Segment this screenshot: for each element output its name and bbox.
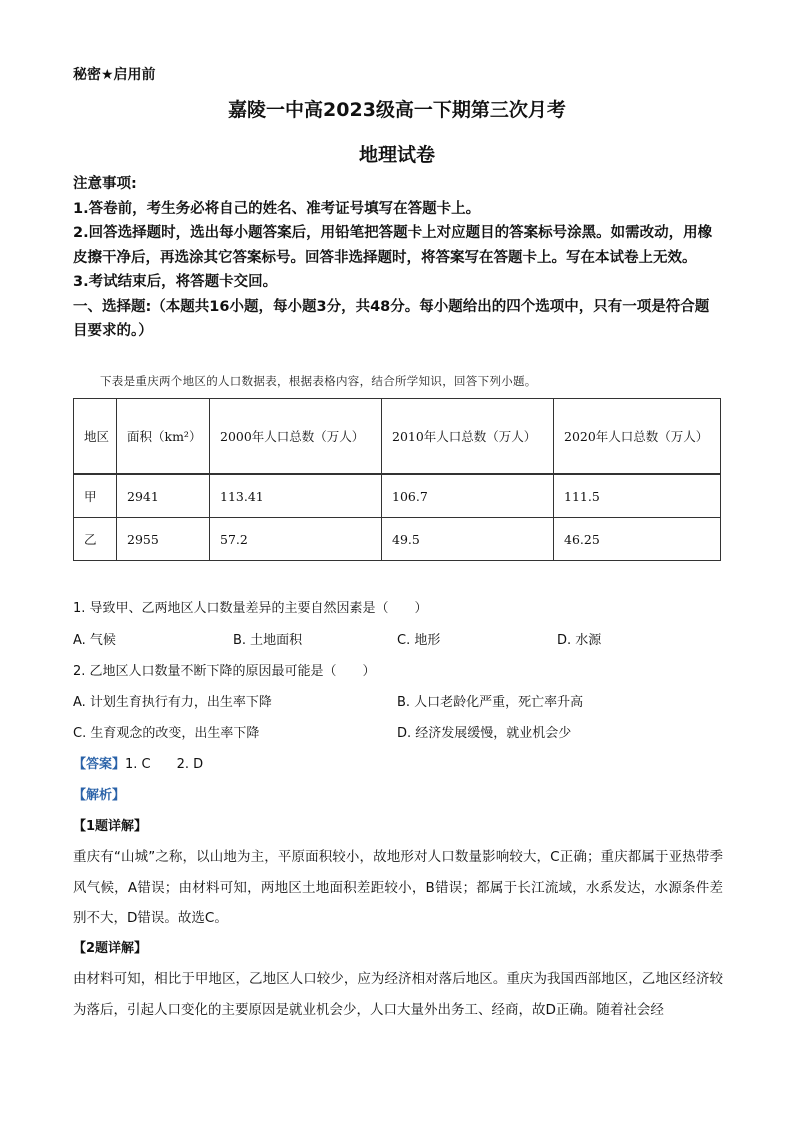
table-header-row [74, 399, 721, 475]
exam-notes [73, 172, 723, 344]
notes-heading: 注意事项: [73, 176, 137, 192]
table-header-cell: 2020年人口总数（万人） [554, 399, 721, 475]
population-table [73, 398, 721, 561]
table-cell: 57.2 [210, 518, 382, 561]
detail-2-label: 【2题详解】 [73, 941, 148, 956]
table-cell: 113.41 [210, 474, 382, 518]
question-2-option-c: C. 生育观念的改变，出生率下降 [73, 726, 260, 741]
table-cell: 2955 [117, 518, 210, 561]
question-1-option-c: C. 地形 [397, 633, 441, 648]
table-cell: 2941 [117, 474, 210, 518]
notes-item-2: 2.回答选择题时，选出每小题答案后，用铅笔把答题卡上对应题目的答案标号涂黑。如需改动，用橡皮擦干净后，再选涂其它答案标号。回答非选择题时，将答案写在答题卡上。写在本试卷上无效。 [73, 225, 713, 266]
question-2-option-b: B. 人口老龄化严重，死亡率升高 [397, 695, 584, 710]
table-header-cell: 面积（km²） [117, 399, 210, 475]
question-1-option-b: B. 土地面积 [233, 633, 303, 648]
table-cell: 106.7 [382, 474, 554, 518]
question-2-stem: 2. 乙地区人口数量不断下降的原因最可能是（ ） [73, 664, 376, 679]
detail-1-label: 【1题详解】 [73, 819, 148, 834]
answer-line [73, 753, 203, 772]
answer-text: 1. C 2. D [125, 757, 204, 772]
table-cell: 111.5 [554, 474, 721, 518]
section-heading: 一、选择题:（本题共16小题，每小题3分，共48分。每小题给出的四个选项中，只有一项是符合题目要求的。） [73, 298, 710, 339]
exam-title: 嘉陵一中高2023级高一下期第三次月考 [228, 99, 566, 121]
detail-2-text [73, 964, 723, 1025]
table-cell: 49.5 [382, 518, 554, 561]
detail-1-paragraph: 重庆有“山城”之称，以山地为主，平原面积较小，故地形对人口数量影响较大，C正确；重庆都属于亚热带季风气候，A错误；由材料可知，两地区土地面积差距较小，B错误；都属于长江流域，水系发达，水源条件差别不大，D错误。故选C。 [73, 849, 723, 926]
question-1-stem: 1. 导致甲、乙两地区人口数量差异的主要自然因素是（ ） [73, 601, 428, 616]
table-cell: 乙 [74, 518, 117, 561]
analysis-line [73, 784, 125, 803]
question-intro: 下表是重庆两个地区的人口数据表，根据表格内容，结合所学知识，回答下列小题。 [100, 374, 537, 388]
notes-item-3: 3.考试结束后，将答题卡交回。 [73, 274, 278, 290]
table-header-cell: 2010年人口总数（万人） [382, 399, 554, 475]
detail-2-paragraph: 由材料可知，相比于甲地区，乙地区人口较少，应为经济相对落后地区。重庆为我国西部地区，乙地区经济较为落后，引起人口变化的主要原因是就业机会少，人口大量外出务工、经商，故D正确。随着社会经 [73, 971, 723, 1018]
question-2-option-a: A. 计划生育执行有力，出生率下降 [73, 695, 272, 710]
table-cell: 46.25 [554, 518, 721, 561]
question-1-option-a: A. 气候 [73, 633, 116, 648]
table-header-cell: 2000年人口总数（万人） [210, 399, 382, 475]
exam-subject: 地理试卷 [358, 144, 435, 166]
question-2-option-d: D. 经济发展缓慢，就业机会少 [397, 726, 572, 741]
analysis-label: 【解析】 [73, 788, 126, 803]
table-header-cell: 地区 [74, 399, 117, 475]
table-row [74, 474, 721, 518]
question-1-option-d: D. 水源 [557, 633, 602, 648]
table-cell: 甲 [74, 474, 117, 518]
table-row [74, 518, 721, 561]
answer-label: 【答案】 [73, 757, 126, 772]
notes-item-1: 1.答卷前，考生务必将自己的姓名、准考证号填写在答题卡上。 [73, 200, 481, 217]
detail-1-text [73, 842, 723, 934]
secret-label: 秘密★启用前 [73, 67, 156, 83]
